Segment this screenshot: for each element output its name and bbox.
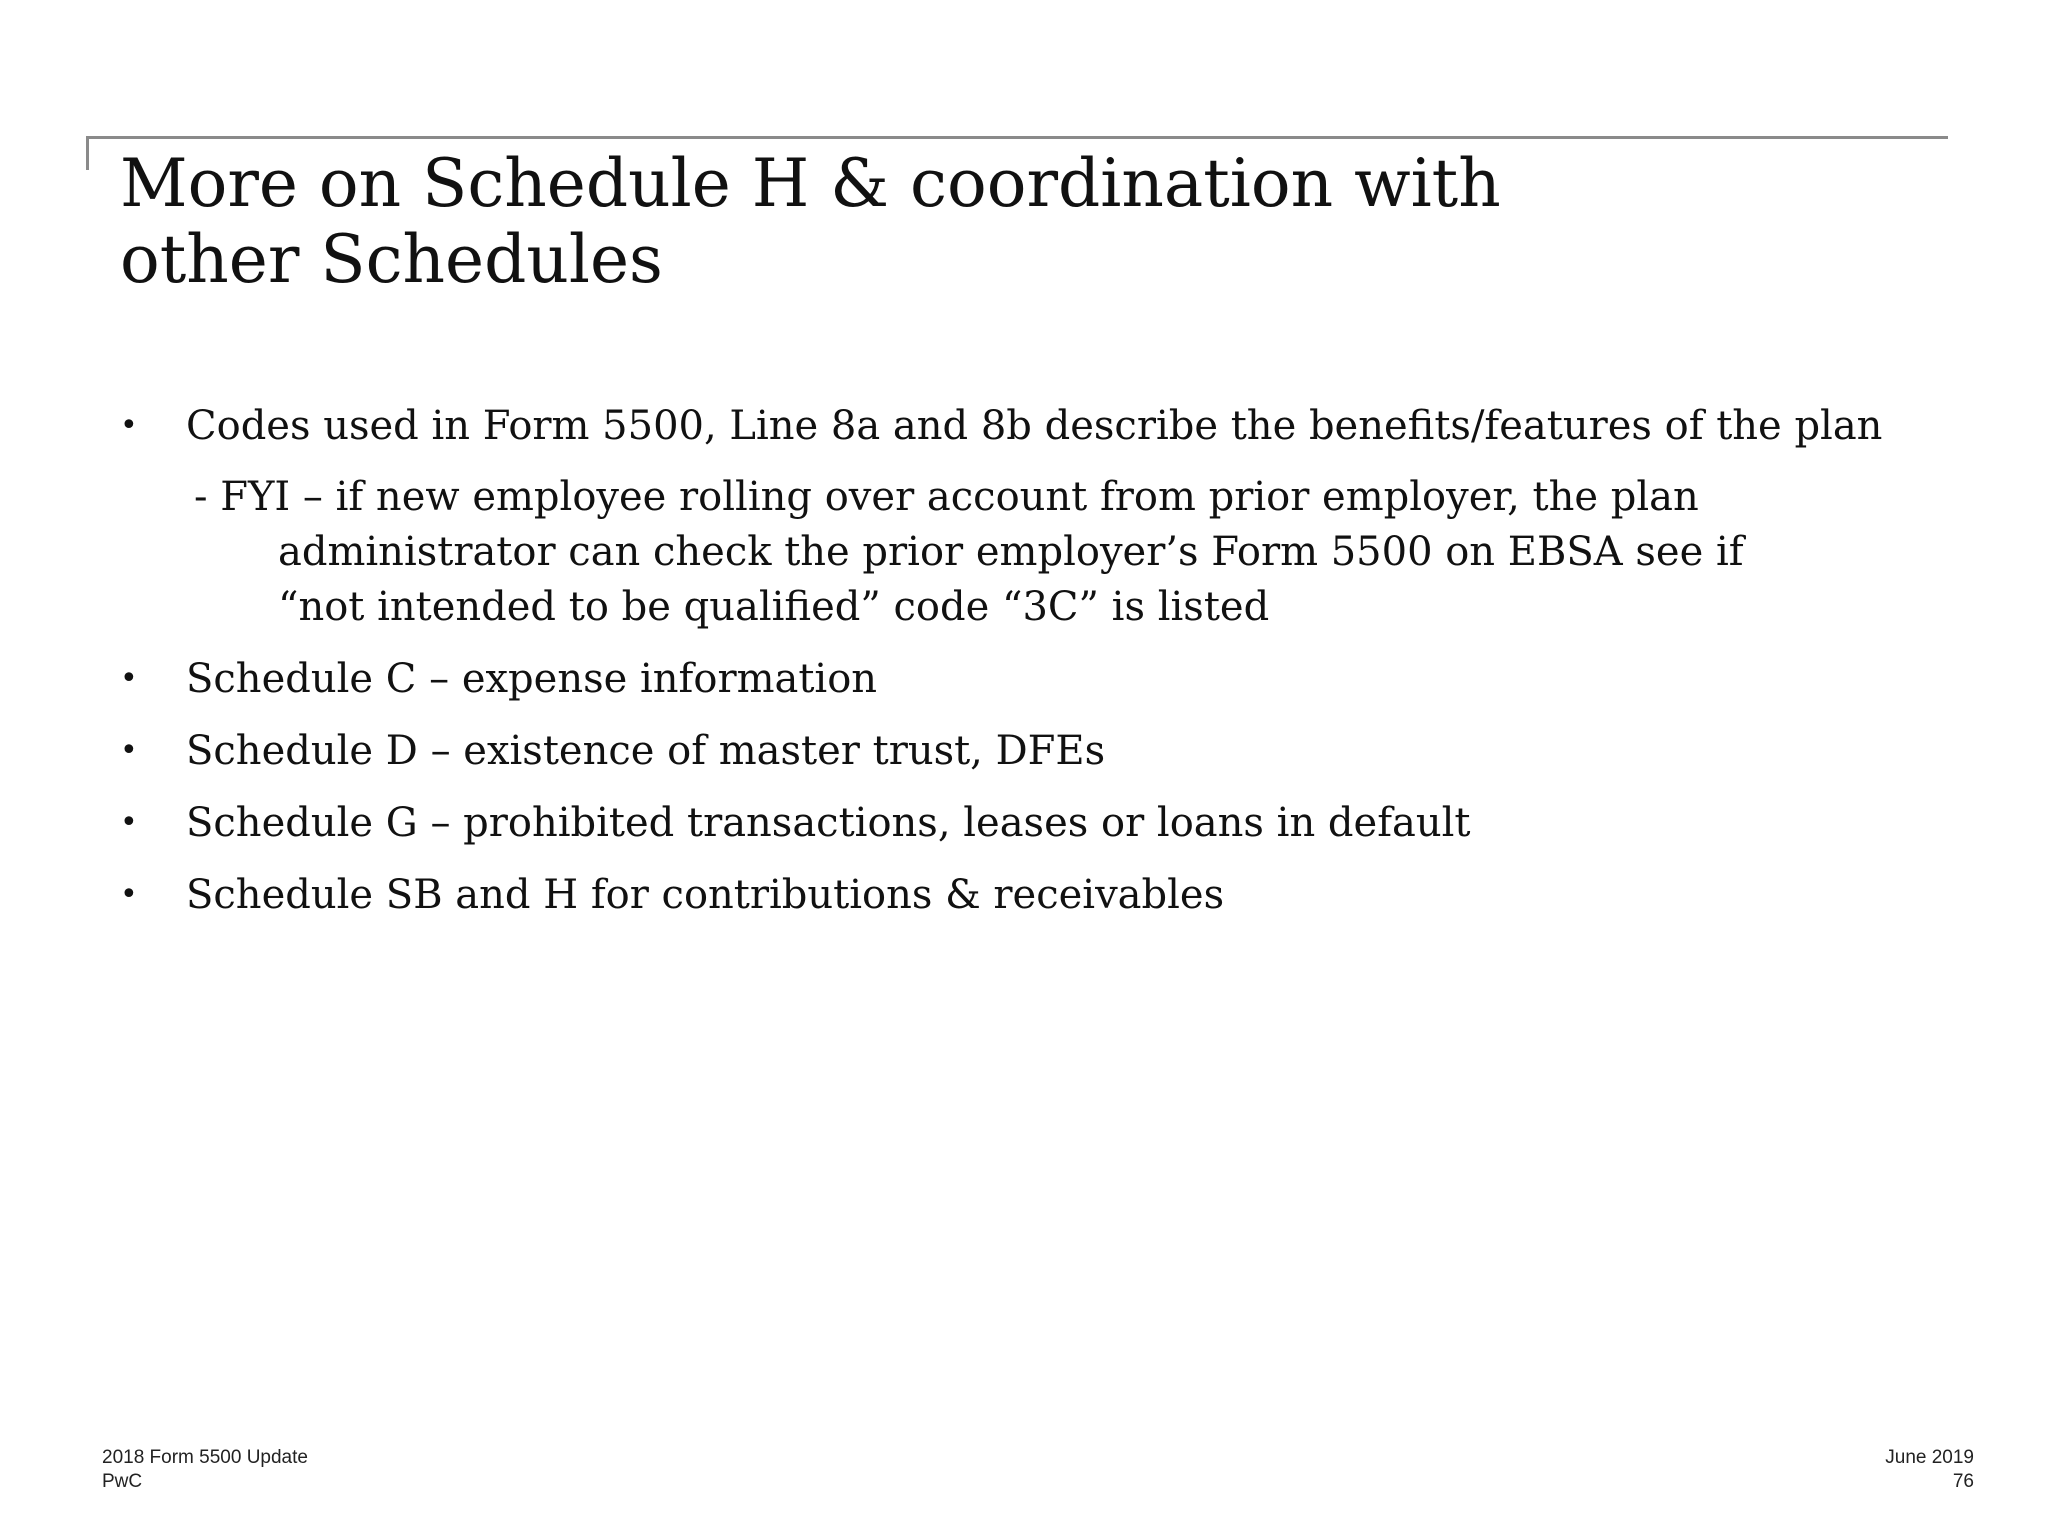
footer-company: PwC xyxy=(102,1471,143,1492)
page-number: 76 xyxy=(1952,1471,1974,1492)
slide-title xyxy=(120,146,1820,298)
bullet-item-schedule-c xyxy=(120,651,1940,707)
bullet-list xyxy=(120,398,1940,923)
sub-item-line-3: “not intended to be qualified” code “3C” is listed xyxy=(278,584,1270,630)
footer-left xyxy=(102,1446,308,1494)
bullet-text: Codes used in Form 5500, Line 8a and 8b describe the benefits/features of the plan xyxy=(186,403,1883,449)
footer-presentation-title: 2018 Form 5500 Update xyxy=(102,1447,308,1468)
bullet-item-schedule-d xyxy=(120,723,1940,779)
bullet-item-form-5500-codes xyxy=(120,398,1940,454)
slide-title-line-2: other Schedules xyxy=(120,221,663,298)
bullet-text: Schedule C – expense information xyxy=(186,656,878,702)
bullet-item-schedule-sb-h xyxy=(120,867,1940,923)
bullet-text: Schedule G – prohibited transactions, leases or loans in default xyxy=(186,800,1471,846)
sub-item-fyi xyxy=(120,470,1940,635)
bullet-dot-icon: • xyxy=(120,805,138,840)
bullet-text: Schedule D – existence of master trust, DFEs xyxy=(186,728,1106,774)
bullet-text: Schedule SB and H for contributions & receivables xyxy=(186,872,1225,918)
footer-date: June 2019 xyxy=(1885,1447,1974,1468)
title-rule xyxy=(86,136,1948,139)
sub-item-line-1: - FYI – if new employee rolling over account from prior employer, the plan xyxy=(194,474,1699,520)
slide-title-line-1: More on Schedule H & coordination with xyxy=(120,145,1501,222)
bullet-dot-icon: • xyxy=(120,408,138,443)
title-corner-mark xyxy=(86,136,89,170)
bullet-dot-icon: • xyxy=(120,733,138,768)
bullet-dot-icon: • xyxy=(120,877,138,912)
bullet-item-schedule-g xyxy=(120,795,1940,851)
bullet-dot-icon: • xyxy=(120,661,138,696)
sub-item-line-2: administrator can check the prior employer’s Form 5500 on EBSA see if xyxy=(278,529,1744,575)
footer-right xyxy=(1885,1446,1974,1494)
